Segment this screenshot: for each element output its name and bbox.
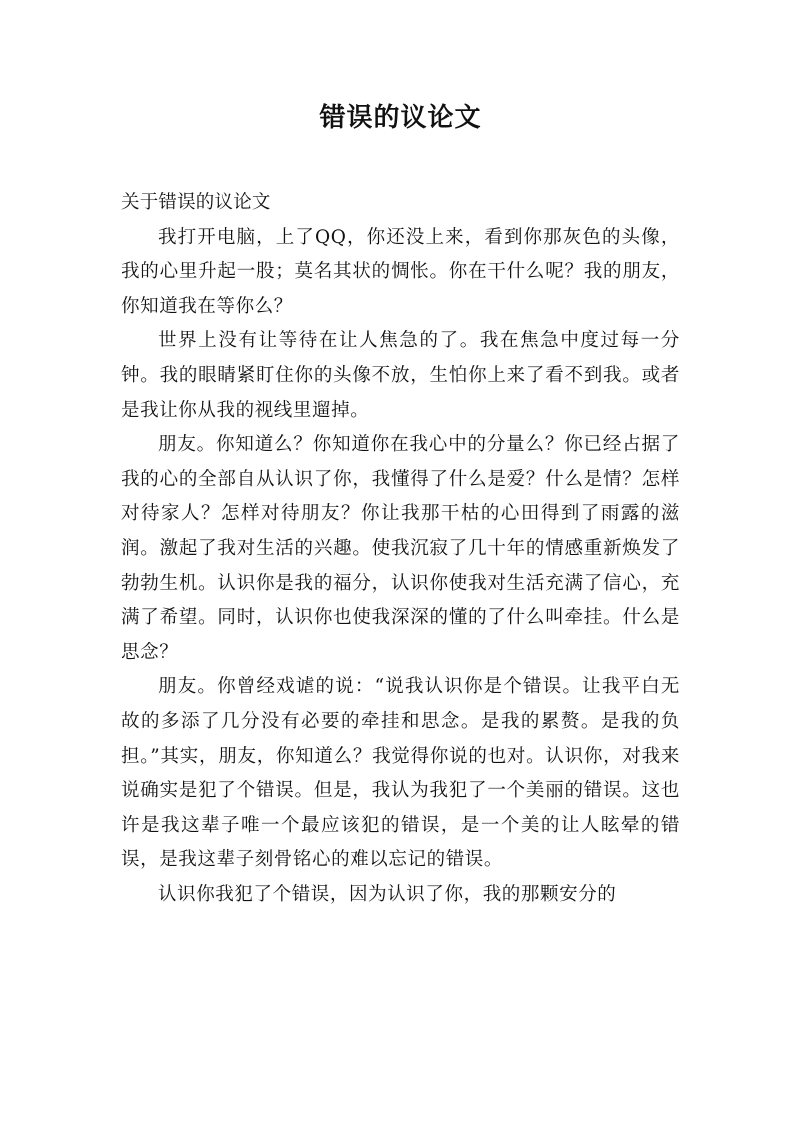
paragraph-3: 朋友。你知道么？你知道你在我心中的分量么？你已经占据了我的心的全部自从认识了你，我懂得了什么是爱？什么是情？怎样对待家人？怎样对待朋友？你让我那干枯的心田得到了雨露的滋润。激起了我对生活的兴趣。使我沉寂了几十年的情感重新焕发了勃勃生机。认识你是我的福分，认识你使我对生活充满了信心，充满了希望。同时，认识你也使我深深的懂的了什么叫牵挂。什么是思念？ [121,434,680,663]
document-title: 错误的议论文 [319,103,482,133]
paragraph-2: 世界上没有让等待在让人焦急的了。我在焦急中度过每一分钟。我的眼睛紧盯住你的头像不放，生怕你上来了看不到我。或者是我让你从我的视线里遛掉。 [121,330,680,421]
document-subtitle: 关于错误的议论文 [121,192,271,213]
paragraph-1: 我打开电脑，上了QQ，你还没上来，看到你那灰色的头像，我的心里升起一股；莫名其状的惆怅。你在干什么呢？我的朋友，你知道我在等你么？ [121,226,680,317]
paragraph-4: 朋友。你曾经戏谑的说：“说我认识你是个错误。让我平白无故的多添了几分没有必要的牵挂和思念。是我的累赘。是我的负担。”其实，朋友，你知道么？我觉得你说的也对。认识你，对我来说确实是犯了个错误。但是，我认为我犯了一个美丽的错误。这也许是我这辈子唯一个最应该犯的错误，是一个美的让人眩晕的错误，是我这辈子刻骨铭心的难以忘记的错误。 [121,676,680,871]
paragraph-5: 认识你我犯了个错误，因为认识了你，我的那颗安分的 [158,883,617,905]
